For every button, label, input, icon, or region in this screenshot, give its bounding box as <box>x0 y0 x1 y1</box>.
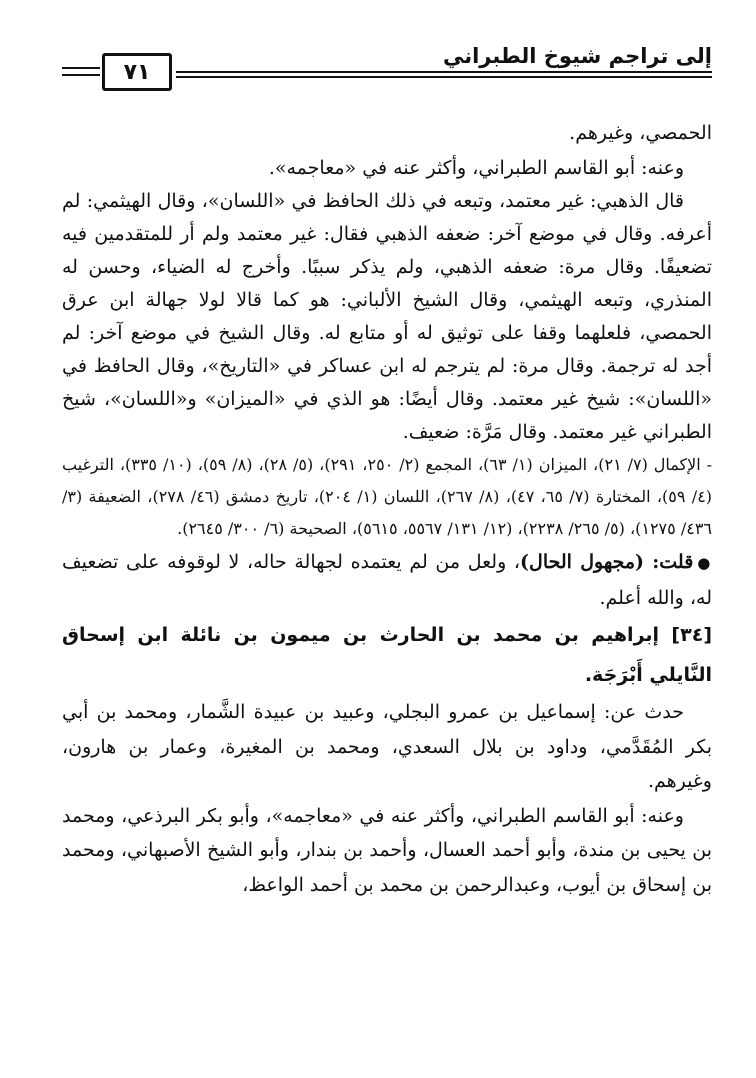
page-number: ٧١ <box>123 59 151 85</box>
paragraph-critics-opinions: قال الذهبي: غير معتمد، وتبعه في ذلك الحافظ في «اللسان»، وقال الهيثمي: لم أعرفه. وقال في موضع آخر: ضعفه الذهبي فقال: غير معتمد ولم أر للمتقدمين فيه تضعيفًا. وقال مرة: ضعفه الذهبي، ولم يذكر سببًا. وأخرج له الضياء، وحسن له المنذري، وتبعه الهيثمي، وقال الشيخ الألباني: هو كما قالا لولا جهالة ابن عرق الحمصي، فلعلهما وقفا على توثيق له أو متابع له. وقال الشيخ في موضع آخر: لم أجد له ترجمة. وقال مرة: لم يترجم له ابن عساكر في «التاريخ»، وقال الحافظ في «اللسان»: شيخ غير معتمد. وقال أيضًا: هو الذي في «الميزان» و«اللسان»، شيخ الطبراني غير معتمد. وقال مَرَّة: ضعيف. <box>62 190 712 443</box>
author-comment-text: ، ولعل من لم يعتمده لجهالة حاله، لا لوقوفه على تضعيف له، والله أعلم. <box>62 551 712 609</box>
running-title: إلى تراجم شيوخ الطبراني <box>442 44 712 68</box>
paragraph-narrated-from: حدث عن: إسماعيل بن عمرو البجلي، وعبيد بن عبيدة الشَّمار، ومحمد بن أبي بكر المُقَدَّمي، وداود بن بلال السعدي، ومحمد بن المغيرة، وعمار بن هارون، وغيرهم. <box>62 701 712 792</box>
entry-heading: [٣٤] إبراهيم بن محمد بن الحارث بن ميمون بن نائلة ابن إسحاق النَّايلي أَبْرَجَة. <box>62 624 712 686</box>
header-rule-left-bottom <box>62 74 100 76</box>
page-header <box>62 40 712 96</box>
page-content <box>62 116 712 902</box>
footnote-references: - الإكمال (٧/ ٢١)، الميزان (١/ ٦٣)، المجمع (٢/ ٢٥٠، ٢٩١)، (٥/ ٢٨)، (٨/ ٥٩)، (١٠/ ٣٣٥)، الترغيب (٤/ ٥٩)، المختارة (٧/ ٦٥، ٤٧)، (٨/ ٢٦٧)، اللسان (١/ ٢٠٤)، تاريخ دمشق (٤٦/ ٢٧٨)، الضعيفة (٣/ ٤٣٦/ ١٢٧٥)، (٥/ ٢٦٥/ ٢٢٣٨)، (١٢/ ١٣١/ ٥٥٦٧، ٥٦١٥)، الصحيحة (٦/ ٣٠٠/ ٢٦٤٥). <box>62 455 713 538</box>
paragraph-continuation: الحمصي، وغيرهم. <box>569 122 712 144</box>
header-rule-right-top <box>176 71 712 73</box>
header-rule-left-top <box>62 67 100 69</box>
author-comment <box>62 545 712 615</box>
paragraph-students: وعنه: أبو القاسم الطبراني، وأكثر عنه في «معاجمه»، وأبو بكر البرذعي، ومحمد بن يحيى بن مندة، وأبو أحمد العسال، وأحمد بن بندار، وأبو الشيخ الأصبهاني، ومحمد بن إسحاق بن أيوب، وعبدالرحمن بن محمد بن أحمد الواعظ، <box>62 804 712 896</box>
paragraph-narrators-from: وعنه: أبو القاسم الطبراني، وأكثر عنه في «معاجمه». <box>268 156 684 179</box>
header-rule-right-bottom <box>176 76 712 78</box>
bullet-icon: ● <box>697 554 713 572</box>
page-number-box <box>102 53 172 91</box>
author-comment-label: قلت: (مجهول الحال) <box>520 551 694 573</box>
